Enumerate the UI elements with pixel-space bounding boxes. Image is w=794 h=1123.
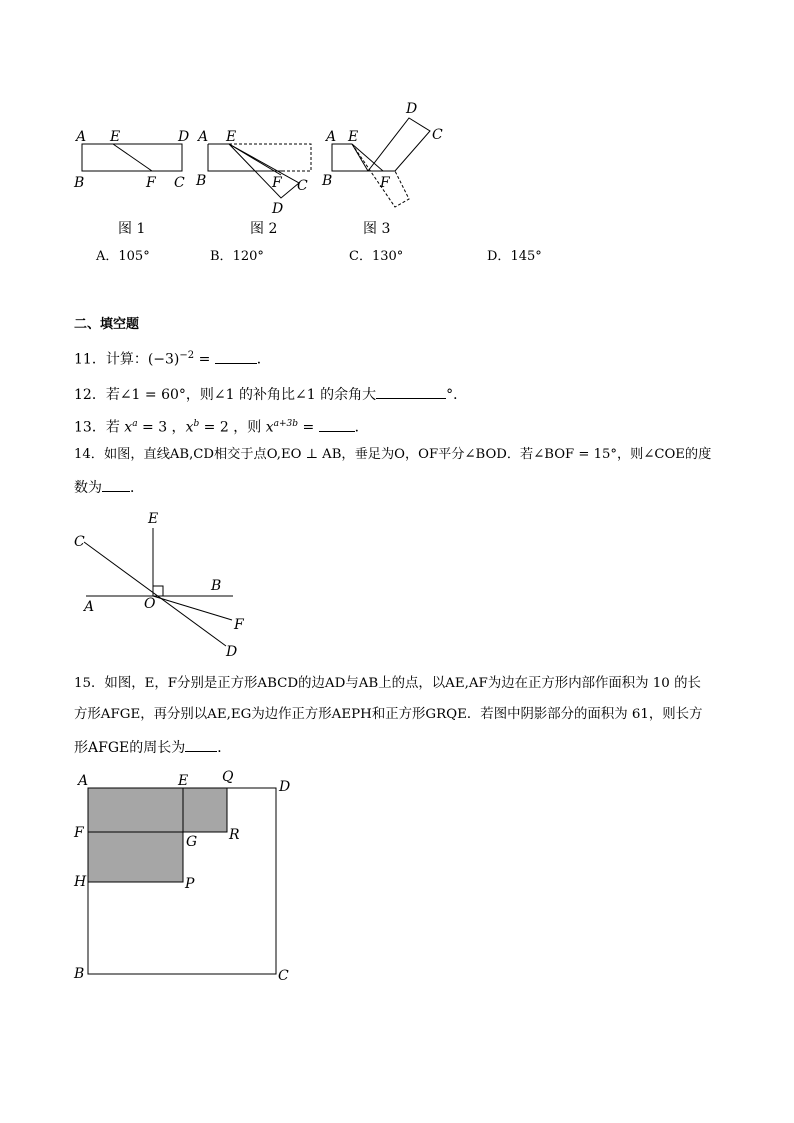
fig3-label-e: E — [348, 129, 359, 145]
q15-label-b: B — [74, 966, 85, 982]
q13-x1: x — [124, 419, 133, 436]
q13-eq3: = — [298, 419, 319, 436]
q13-exp-b: b — [193, 419, 200, 429]
fig3-label-d: D — [406, 101, 418, 117]
q12-text: 若∠1 = 60°，则∠1 的补角比∠1 的余角大 — [105, 387, 377, 403]
q15-label-g: G — [186, 834, 198, 850]
q11-answer-blank[interactable] — [215, 349, 257, 364]
figure-2 — [196, 125, 326, 217]
q13-x3: x — [265, 419, 274, 436]
q15-label-r: R — [229, 827, 240, 843]
fig2-label-c: C — [297, 178, 308, 194]
fig3-folded-part — [368, 118, 430, 171]
q15-label-c: C — [278, 968, 289, 984]
option-letter: B． — [210, 249, 233, 264]
question-14-line-2 — [74, 477, 144, 498]
q15-label-h: H — [74, 874, 87, 890]
q10-option-b — [210, 247, 264, 267]
fig1-label-e: E — [110, 129, 121, 145]
q15-label-f: F — [74, 825, 84, 841]
q11-end: ． — [256, 351, 271, 368]
q15-label-q: Q — [222, 769, 234, 785]
q15-label-e: E — [178, 773, 189, 789]
option-value: 105° — [118, 249, 150, 264]
q13-x2: x — [185, 419, 194, 436]
q14-label-b: B — [211, 578, 222, 594]
fig1-label-b: B — [74, 175, 85, 191]
q11-base: (−3) — [147, 351, 180, 368]
q14-label-d: D — [226, 644, 238, 660]
question-15-line-2: 方形AFGE，再分别以AE,EG为边作正方形AEPH和正方形GRQE．若图中阴影部分的面积为 61，则长方 — [74, 707, 703, 722]
q13-end: ． — [354, 419, 369, 436]
q15-label-a: A — [78, 773, 89, 789]
q11-equals: = — [194, 351, 215, 368]
q15-shaded-square-grqe — [183, 788, 227, 832]
fig3-label-f: F — [380, 175, 390, 191]
q15-shaded-square-aeph — [88, 788, 183, 882]
option-value: 130° — [371, 249, 404, 264]
q15-figure — [70, 765, 300, 990]
option-letter: D． — [487, 249, 511, 264]
fig3-label-b: B — [322, 173, 333, 189]
q10-option-a — [96, 247, 150, 267]
fig3-label-c: C — [432, 127, 443, 143]
q14-label-f: F — [234, 617, 244, 633]
q14-figure — [70, 505, 260, 665]
fig3-label-a: A — [326, 129, 337, 145]
fig2-label-d: D — [272, 201, 284, 217]
fig1-caption: 图 1 — [118, 221, 146, 237]
question-11 — [74, 346, 271, 370]
question-15-line-3 — [74, 737, 231, 758]
question-13 — [74, 414, 369, 438]
q14-line-cd — [84, 542, 226, 646]
figure-1 — [70, 125, 190, 200]
fig3-caption: 图 3 — [363, 221, 391, 237]
q13-eq2: = 2 ，则 — [199, 419, 266, 436]
q13-eq1: = 3 ， — [137, 419, 186, 436]
q15-label-d: D — [279, 779, 291, 795]
q13-number: 13． — [74, 419, 106, 436]
fig1-label-a: A — [76, 129, 87, 145]
q14-label-o: O — [144, 596, 156, 612]
q15-end: ． — [217, 740, 232, 756]
q11-exponent: −2 — [179, 350, 195, 361]
option-value: 145° — [510, 249, 542, 264]
fig1-label-f: F — [146, 175, 156, 191]
q13-exp-a: a — [132, 419, 138, 429]
q14-answer-blank[interactable] — [102, 477, 130, 492]
fig3-fold-segment — [352, 144, 368, 171]
q13-answer-blank[interactable] — [319, 417, 355, 432]
q10-option-c — [349, 247, 403, 267]
question-15-line-1: 15．如图，E，F分别是正方形ABCD的边AD与AB上的点，以AE,AF为边在正方形内部作面积为 10 的长 — [74, 676, 701, 691]
q10-option-d — [487, 247, 542, 267]
q15-label-p: P — [185, 876, 195, 892]
option-letter: A． — [96, 249, 119, 264]
q11-prefix: 计算： — [105, 351, 148, 368]
section-title: 二、填空题 — [74, 317, 140, 332]
fig2-outline — [208, 144, 284, 171]
q11-number: 11． — [74, 351, 106, 368]
q14-label-e: E — [148, 511, 159, 527]
q13-pre: 若 — [105, 419, 125, 436]
fig2-label-b: B — [196, 173, 207, 189]
q14-label-c: C — [74, 534, 85, 550]
question-14-line-1: 14．如图，直线AB,CD相交于点O,EO ⊥ AB，垂足为O，OF平分∠BOD．若∠BOF = 15°，则∠COE的度 — [74, 447, 712, 462]
fig2-label-e: E — [226, 129, 237, 145]
q14-end: ． — [130, 480, 144, 496]
q14-label-a: A — [84, 599, 95, 615]
q15-prefix: 形AFGE的周长为 — [74, 740, 186, 756]
fig1-label-c: C — [174, 175, 185, 191]
figure-3 — [320, 95, 450, 217]
q14-prefix: 数为 — [74, 480, 102, 496]
option-letter: C． — [349, 249, 372, 264]
q12-number: 12． — [74, 387, 106, 403]
fig2-label-f: F — [272, 175, 282, 191]
q12-end: °． — [446, 387, 468, 403]
fig1-crease-ef — [113, 144, 152, 171]
q15-answer-blank[interactable] — [185, 737, 217, 752]
fig2-label-a: A — [198, 129, 209, 145]
q12-answer-blank[interactable] — [376, 384, 446, 399]
q14-ray-of — [153, 596, 232, 620]
fig1-label-d: D — [178, 129, 190, 145]
question-12 — [74, 384, 467, 405]
q13-exp-combined: a+3b — [273, 419, 298, 429]
q14-right-angle-mark — [153, 586, 163, 596]
fig2-caption: 图 2 — [250, 221, 278, 237]
option-value: 120° — [232, 249, 264, 264]
